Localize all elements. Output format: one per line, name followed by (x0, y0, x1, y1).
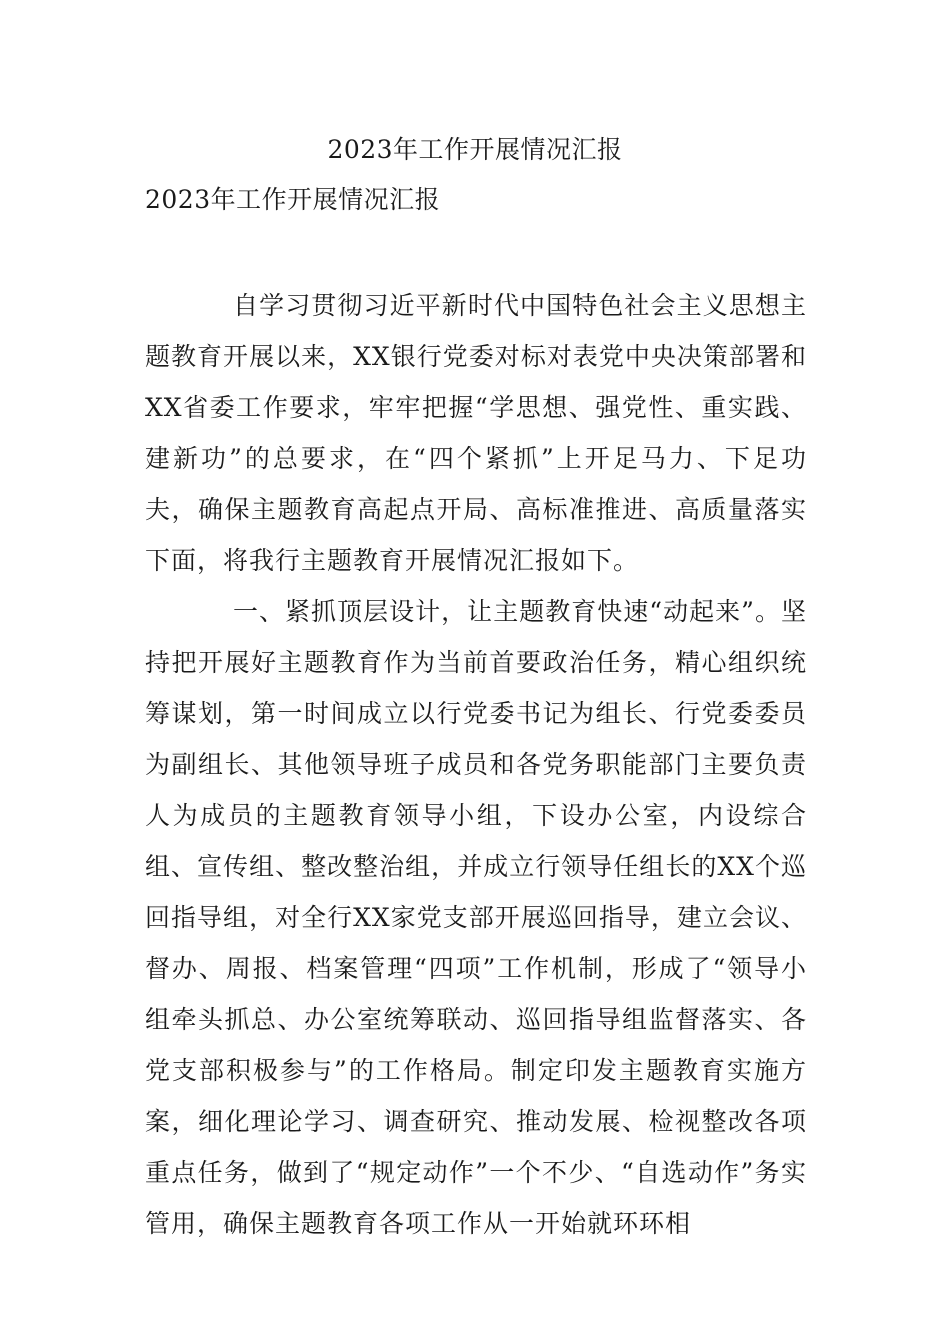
document-subtitle: 2023年工作开展情况汇报 (145, 185, 441, 214)
paragraph-section-one: 一、紧抓顶层设计，让主题教育快速“动起来”。坚持把开展好主题教育作为当前首要政治任务，精心组织统筹谋划，第一时间成立以行党委书记为组长、行党委委员为副组长、其他领导班子成员和各党务职能部门主要负责人为成员的主题教育领导小组，下设办公室，内设综合组、宣传组、整改整治组，并成立行领导任组长的XX个巡回指导组，对全行XX家党支部开展巡回指导，建立会议、督办、周报、档案管理“四项”工作机制，形成了“领导小组牵头抓总、办公室统筹联动、巡回指导组监督落实、各党支部积极参与”的工作格局。制定印发主题教育实施方案，细化理论学习、调查研究、推动发展、检视整改各项重点任务，做到了“规定动作”一个不少、“自选动作”务实管用，确保主题教育各项工作从一开始就环环相 (145, 597, 807, 1238)
document-body (145, 280, 807, 1249)
document-title: 2023年工作开展情况汇报 (327, 135, 623, 164)
paragraph-intro: 自学习贯彻习近平新时代中国特色社会主义思想主题教育开展以来，XX银行党委对标对表党中央决策部署和XX省委工作要求，牢牢把握“学思想、强党性、重实践、建新功”的总要求，在“四个紧抓”上开足马力、下足功夫，确保主题教育高起点开局、高标准推进、高质量落实下面，将我行主题教育开展情况汇报如下。 (145, 291, 807, 575)
